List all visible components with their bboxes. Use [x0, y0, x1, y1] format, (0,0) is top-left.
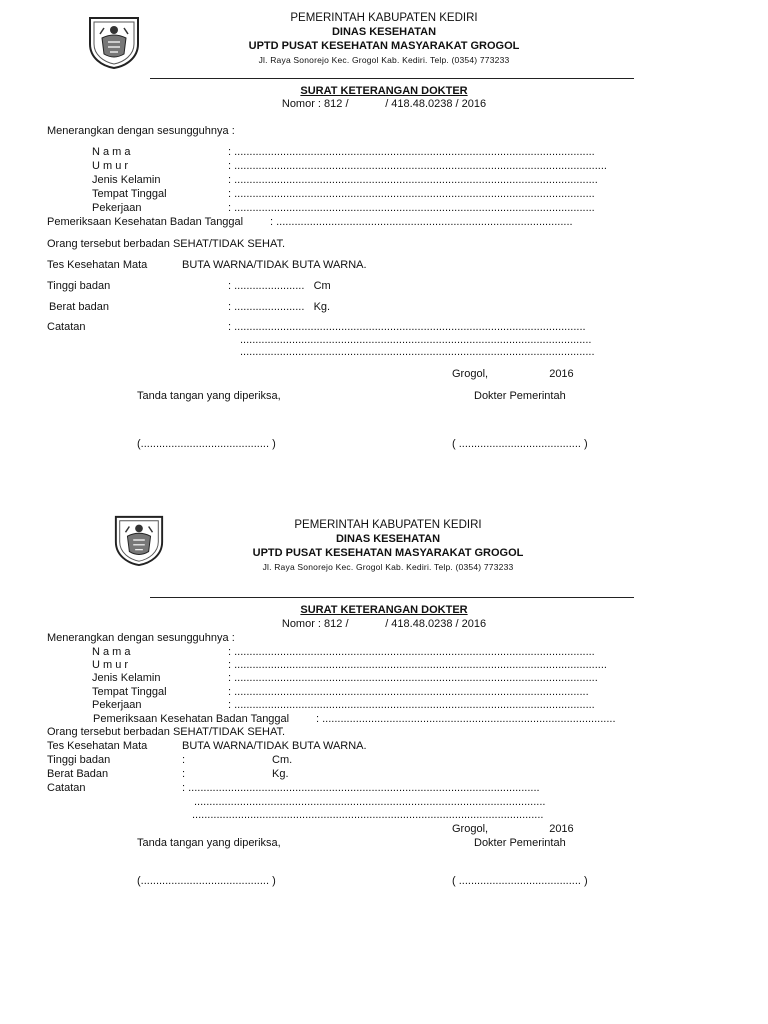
health-status-text: Orang tersebut berbadan SEHAT/TIDAK SEHAT. — [47, 238, 286, 250]
header-gov: PEMERINTAH KABUPATEN KEDIRI — [290, 12, 478, 24]
field-tes-mata: BUTA WARNA/TIDAK BUTA WARNA. — [182, 259, 367, 271]
field-pekerjaan: : ...................................................................................................................... — [228, 699, 595, 711]
field-tes-mata: BUTA WARNA/TIDAK BUTA WARNA. — [182, 740, 367, 752]
field-nama: : ...................................................................................................................... — [228, 146, 595, 158]
signature-blank-patient: (.......................................... ) — [137, 438, 276, 450]
header-address: Jl. Raya Sonorejo Kec. Grogol Kab. Kediri. Telp. (0354) 773233 — [258, 55, 510, 65]
letter-title: SURAT KETERANGAN DOKTER — [300, 85, 468, 97]
field-catatan-line-1: : ................................................................................................................... — [228, 321, 586, 333]
field-berat-badan: : ....................... Kg. — [228, 301, 331, 313]
intro-text: Menerangkan dengan sesungguhnya : — [47, 632, 235, 644]
header-unit: UPTD PUSAT KESEHATAN MASYARAKAT GROGOL — [248, 40, 520, 52]
label-tes-mata: Tes Kesehatan Mata — [47, 740, 148, 752]
label-tes-mata: Tes Kesehatan Mata — [47, 259, 148, 271]
place-date: Grogol, 2016 — [452, 368, 574, 380]
header-divider — [150, 78, 634, 79]
label-tempat-tinggal: Tempat Tinggal — [92, 188, 167, 200]
field-pemeriksaan: : ................................................................................................ — [316, 713, 616, 725]
label-nama: N a m a — [92, 146, 131, 158]
unit-berat-badan: Kg. — [272, 768, 289, 780]
label-umur: U m u r — [92, 659, 129, 671]
header-dept: DINAS KESEHATAN — [335, 533, 441, 545]
header-gov: PEMERINTAH KABUPATEN KEDIRI — [294, 519, 482, 531]
label-umur: U m u r — [92, 160, 129, 172]
regency-emblem-icon — [111, 513, 167, 567]
signature-label-doctor: Dokter Pemerintah — [474, 837, 566, 849]
label-pekerjaan: Pekerjaan — [92, 699, 142, 711]
regency-emblem-icon — [86, 14, 142, 70]
field-pekerjaan: : ...................................................................................................................... — [228, 202, 595, 214]
field-umur: : .......................................................................................................................... — [228, 659, 607, 671]
signature-blank-patient: (.......................................... ) — [137, 875, 276, 887]
label-jenis-kelamin: Jenis Kelamin — [92, 672, 161, 684]
label-tinggi-badan: Tinggi badan — [47, 280, 111, 292]
field-umur: : .......................................................................................................................... — [228, 160, 607, 172]
letter-title: SURAT KETERANGAN DOKTER — [300, 604, 468, 616]
colon-berat-badan: : — [182, 768, 186, 780]
field-tempat-tinggal: : .................................................................................................................... — [228, 686, 589, 698]
label-nama: N a m a — [92, 646, 131, 658]
colon-tinggi-badan: : — [182, 754, 186, 766]
field-jenis-kelamin: : ....................................................................................................................... — [228, 174, 598, 186]
field-pemeriksaan: : ................................................................................................. — [270, 216, 573, 228]
health-status-text: Orang tersebut berbadan SEHAT/TIDAK SEHAT. — [47, 726, 286, 738]
label-pemeriksaan: Pemeriksaan Kesehatan Badan Tanggal — [93, 713, 290, 725]
letter-number: Nomor : 812 / / 418.48.0238 / 2016 — [281, 618, 487, 630]
signature-label-patient: Tanda tangan yang diperiksa, — [137, 390, 281, 402]
letter-number: Nomor : 812 / / 418.48.0238 / 2016 — [281, 98, 487, 110]
label-pemeriksaan: Pemeriksaan Kesehatan Badan Tanggal — [47, 216, 244, 228]
label-berat-badan: Berat Badan — [47, 768, 109, 780]
field-catatan-line-2: ................................................................................................................... — [194, 796, 546, 808]
signature-blank-doctor: ( ........................................ ) — [452, 875, 588, 887]
header-address: Jl. Raya Sonorejo Kec. Grogol Kab. Kediri. Telp. (0354) 773233 — [262, 562, 514, 572]
label-berat-badan: Berat badan — [49, 301, 109, 313]
field-catatan-line-1: : ................................................................................................................... — [182, 782, 540, 794]
field-tempat-tinggal: : ...................................................................................................................... — [228, 188, 595, 200]
signature-blank-doctor: ( ........................................ ) — [452, 438, 588, 450]
header-divider — [150, 597, 634, 598]
place-date: Grogol, 2016 — [452, 823, 574, 835]
unit-tinggi-badan: Cm. — [272, 754, 293, 766]
header-dept: DINAS KESEHATAN — [331, 26, 437, 38]
field-catatan-line-3: .................................................................................................................... — [240, 346, 595, 358]
header-unit: UPTD PUSAT KESEHATAN MASYARAKAT GROGOL — [252, 547, 524, 559]
field-tinggi-badan: : ....................... Cm — [228, 280, 331, 292]
intro-text: Menerangkan dengan sesungguhnya : — [47, 125, 235, 137]
field-jenis-kelamin: : ....................................................................................................................... — [228, 672, 598, 684]
field-catatan-line-2: ................................................................................................................... — [240, 334, 592, 346]
label-catatan: Catatan — [47, 782, 86, 794]
label-catatan: Catatan — [47, 321, 86, 333]
field-catatan-line-3: ................................................................................................................... — [192, 809, 544, 821]
signature-label-doctor: Dokter Pemerintah — [474, 390, 566, 402]
label-jenis-kelamin: Jenis Kelamin — [92, 174, 161, 186]
signature-label-patient: Tanda tangan yang diperiksa, — [137, 837, 281, 849]
label-pekerjaan: Pekerjaan — [92, 202, 142, 214]
label-tinggi-badan: Tinggi badan — [47, 754, 111, 766]
field-nama: : ...................................................................................................................... — [228, 646, 595, 658]
label-tempat-tinggal: Tempat Tinggal — [92, 686, 167, 698]
